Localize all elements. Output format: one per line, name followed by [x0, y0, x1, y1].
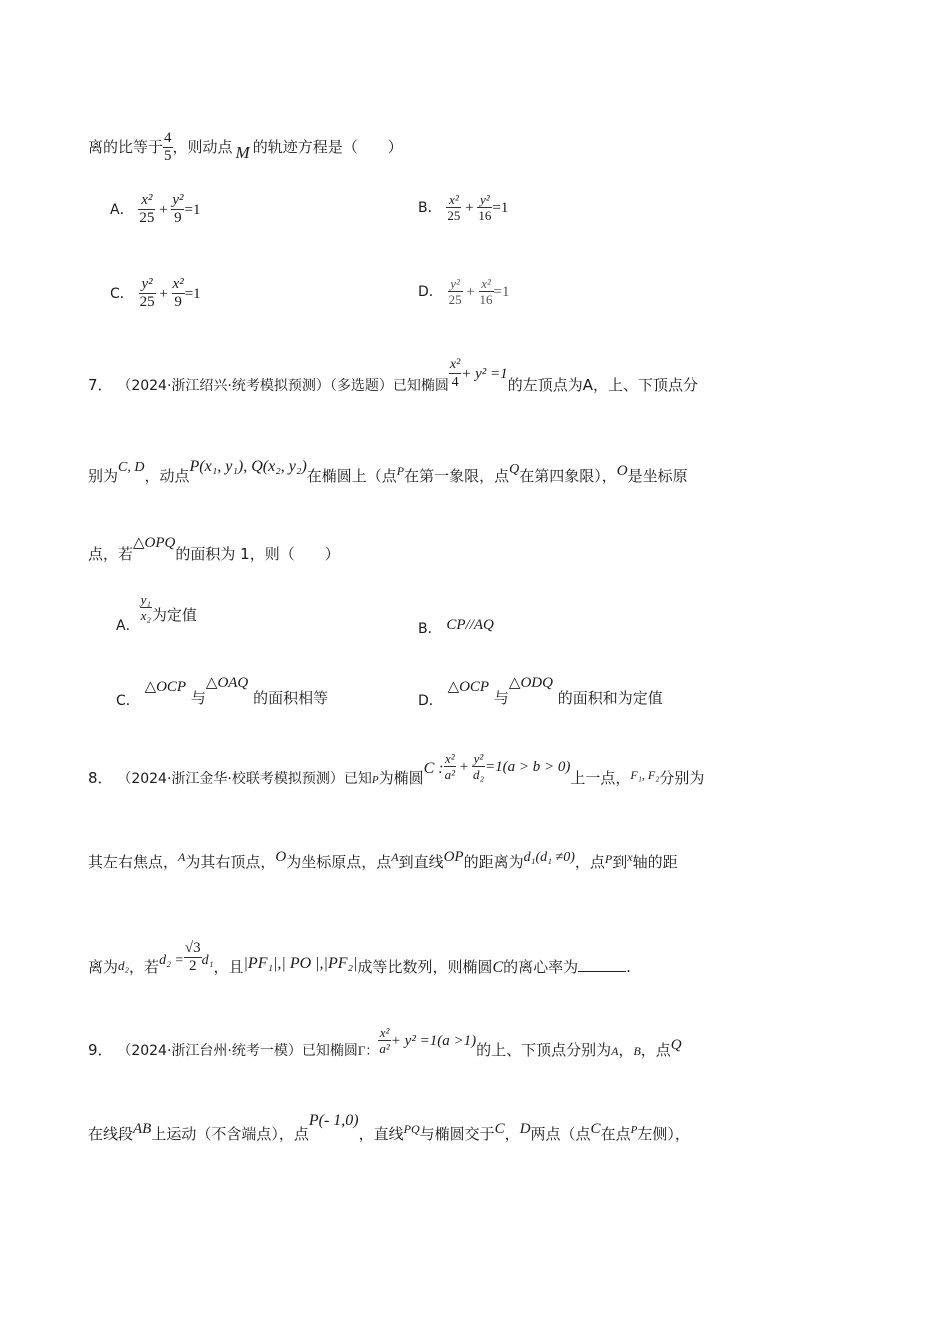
q8-a: A [178, 850, 186, 864]
q8-p-2: P [604, 852, 613, 866]
q9-d1: a² [379, 1041, 390, 1056]
q8-line-3 [88, 940, 631, 985]
q7-a-den: x₂ [140, 608, 151, 623]
q6-d-rhs: =1 [493, 284, 510, 300]
q9-ab: AB [133, 1121, 152, 1137]
q7-ellipse-fraction [449, 356, 461, 391]
q6-d-frac2 [479, 276, 494, 307]
q8-sqrt-fraction [184, 940, 202, 975]
q7-a-fraction [140, 592, 152, 623]
q7-line2-f: 是坐标原 [627, 467, 688, 485]
q6-a-n2: y² [172, 192, 184, 208]
q9-line2-h: 左侧）， [637, 1125, 690, 1143]
q6-intro-mid: ，则动点 [172, 138, 233, 156]
q8-line3-d: 成等比数列，则椭圆 [357, 958, 493, 976]
q6-d-d2: 16 [479, 292, 493, 307]
q7-option-b-label: B． [418, 621, 442, 637]
q6-c-frac2 [172, 276, 185, 311]
q9-comma: ， [618, 1041, 634, 1059]
q7-option-b [418, 614, 494, 635]
q7-option-c [116, 675, 329, 709]
q8-period: . [626, 958, 631, 976]
q7-line1-suffix: 的左顶点为A，上、下顶点分 [507, 376, 698, 394]
q7-ellipse-den: 4 [451, 375, 459, 390]
q7-c-mid: 与 [190, 689, 206, 707]
q9-line2-g: 在点 [600, 1125, 631, 1143]
q7-source: （2024·浙江绍兴·统考模拟预测）（多选题）已知椭圆 [117, 378, 449, 394]
q7-line2-d: 在第一象限，点 [404, 467, 510, 485]
q9-line1-b: 的上、下顶点分别为 [476, 1041, 612, 1059]
q7-c-t2: △OAQ [205, 675, 249, 691]
q9-p: P [630, 1124, 638, 1136]
q8-d2: d₂ [472, 767, 485, 782]
q9-rest: + y² =1(a >1) [390, 1033, 477, 1049]
q8-d2-eq: d₂ = [159, 953, 184, 968]
q9-c-2: C [590, 1121, 601, 1137]
q7-line3-b: 的面积为 1，则（ ） [175, 545, 340, 563]
q7-line2-a: 别为 [88, 467, 119, 485]
q8-d1-expr: d₁(d₁ ≠0) [523, 850, 575, 865]
q6-c-n1: y² [139, 276, 156, 294]
q8-two: 2 [189, 958, 197, 974]
q8-line2-d: 到直线 [398, 853, 444, 871]
q7-d-t2: △ODQ [508, 675, 553, 691]
q6-b-d2: 16 [478, 208, 492, 223]
q7-p: P [396, 464, 405, 478]
q9-line2-e: ， [504, 1125, 520, 1143]
q6-a-rhs: =1 [184, 202, 201, 218]
q9-line-2 [88, 1112, 690, 1146]
q8-line1-b: 为椭圆 [378, 769, 424, 787]
q6-b-rhs: =1 [492, 200, 509, 216]
q7-option-c-label: C． [116, 693, 140, 709]
q7-triangle-opq: △OPQ [133, 535, 176, 551]
q8-line3-e: 的离心率为 [503, 958, 579, 976]
q7-d-t1: △OCP [447, 679, 490, 695]
q6-c-d2: 9 [174, 294, 182, 310]
q6-point-m: M [235, 143, 250, 162]
q8-line2-g: 到 [612, 853, 628, 871]
q8-op: OP [443, 849, 464, 865]
q8-d2: d₂ [118, 958, 130, 973]
q6-c-rhs: =1 [184, 286, 201, 302]
q7-option-a-label: A． [116, 618, 140, 634]
q6-b-n1: x² [446, 192, 461, 208]
q7-line2-e: 在第四象限）， [519, 467, 617, 485]
q6-ratio-num: 4 [164, 130, 172, 146]
q7-number: 7． [88, 376, 113, 394]
q7-a-text: 为定值 [151, 606, 197, 624]
q8-foci: F₁, F₂ [630, 768, 660, 782]
q8-d1: a² [444, 767, 456, 782]
q8-line2-f: ，点 [574, 853, 605, 871]
q8-number: 8． [88, 769, 113, 787]
q7-line-3 [88, 535, 340, 565]
q6-b-d1: 25 [447, 208, 461, 223]
q7-cd: C, D [118, 460, 145, 475]
q9-number: 9． [88, 1041, 113, 1059]
q8-a-2: A [391, 850, 399, 864]
q7-c-text: 的面积相等 [253, 689, 329, 707]
q6-option-c-label: C． [110, 286, 134, 302]
q7-pq: P(x₁, y₁), Q(x₂, y₂) [189, 458, 307, 475]
q9-n1: x² [379, 1025, 390, 1040]
q9-p-expr: P(- 1,0) [308, 1112, 359, 1129]
q9-line2-c: ，直线 [358, 1125, 404, 1143]
q9-line2-f: 两点（点 [530, 1125, 591, 1143]
q6-a-d1: 25 [139, 210, 155, 226]
q7-d-text: 的面积和为定值 [557, 689, 663, 707]
q8-line2-a: 其左右焦点， [88, 853, 179, 871]
q6-option-c: C． $\frac{\text{y²}}{25}$ + $\frac{\text{x²}}{9}$ =1 [110, 276, 201, 310]
q8-abs-expr: |PF₁|,| PO |,|PF₂| [243, 955, 358, 972]
q9-c: C [494, 1121, 505, 1137]
q6-b-n2: y² [477, 192, 492, 208]
q8-line-2 [88, 849, 678, 874]
q6-d-frac1 [448, 276, 463, 307]
q8-frac1 [444, 751, 456, 782]
q8-line2-e: 的距离为 [463, 853, 524, 871]
q6-option-d: D． $\frac{\text{y²}}{25}$ + $\frac{\text{x²}}{16}$ =1 [418, 276, 510, 307]
q7-b-expr: CP//AQ [446, 617, 494, 633]
q8-frac2 [472, 751, 485, 782]
q9-q: Q [670, 1037, 682, 1053]
q7-line3-a: 点，若 [88, 545, 134, 563]
q6-option-b-label: B． [418, 200, 442, 216]
q7-c-t1: △OCP [144, 679, 187, 695]
q9-line2-d: 与椭圆交于 [419, 1125, 495, 1143]
q8-line3-a: 离为 [88, 958, 119, 976]
q6-intro-line [88, 130, 403, 165]
q6-d-n1: y² [448, 276, 463, 292]
q6-intro-prefix: 离的比等于 [88, 138, 164, 156]
q7-d-mid: 与 [493, 689, 509, 707]
q6-c-d1: 25 [139, 294, 155, 310]
q9-pq: PQ [403, 1122, 420, 1136]
q6-c-frac1 [139, 276, 156, 311]
q8-c: C [492, 959, 504, 976]
q8-sqrt3: √3 [184, 940, 201, 956]
q7-option-d [418, 675, 663, 709]
q8-answer-blank[interactable] [578, 957, 626, 972]
q6-c-n2: x² [172, 276, 184, 292]
q7-ellipse-num: x² [449, 357, 461, 372]
q8-line2-h: 轴的距 [632, 853, 678, 871]
q8-line1-d: 分别为 [659, 769, 705, 787]
q9-a: A [611, 1044, 619, 1058]
q6-b-frac2 [477, 192, 492, 223]
q8-n1: x² [444, 751, 455, 766]
q8-line2-c: 为坐标原点，点 [286, 853, 392, 871]
q7-ellipse-rest: + y² =1 [461, 366, 508, 382]
q9-line2-b: 上运动（不含端点），点 [151, 1125, 309, 1143]
q8-source: （2024·浙江金华·校联考模拟预测）已知 [117, 771, 372, 787]
q9-line1-c: ，点 [640, 1041, 671, 1059]
q6-intro-suffix: 的轨迹方程是（ ） [252, 138, 403, 156]
q7-option-a [116, 592, 197, 634]
q8-c-label: C : [423, 760, 444, 777]
q8-cond: =1(a > b > 0) [485, 759, 571, 775]
q6-a-d2: 9 [174, 210, 182, 226]
q8-o: O [275, 849, 287, 865]
q6-ratio-den: 5 [164, 148, 172, 164]
q7-a-num: y₁ [140, 592, 151, 607]
q9-d: D [519, 1121, 531, 1137]
q6-a-n1: x² [138, 192, 155, 210]
q7-o: O [616, 463, 628, 479]
q8-line3-b: ，若 [129, 958, 160, 976]
q6-option-d-label: D． [418, 284, 443, 300]
q8-n2: y² [473, 751, 484, 766]
q9-b: B [633, 1044, 641, 1058]
q8-x: x [627, 850, 633, 864]
q6-option-a: A． $\frac{\text{x²}}{25}$ + $\frac{\text{y²}}{9}$ =1 [110, 192, 201, 226]
q8-line1-c: 上一点， [570, 769, 631, 787]
q9-fraction [378, 1025, 390, 1056]
q8-line2-b: 为其右顶点， [185, 853, 276, 871]
q8-line3-c: ，且 [213, 958, 244, 976]
q7-line-1 [88, 357, 698, 403]
q6-option-b: B． $\frac{\text{x²}}{25}$ + $\frac{\text{y²}}{16}$ =1 [418, 192, 509, 223]
q9-gamma: Γ： [357, 1043, 379, 1058]
q9-line-1 [88, 1025, 682, 1066]
q6-a-frac2 [171, 192, 184, 227]
q6-a-frac1 [138, 192, 155, 227]
q6-d-n2: x² [479, 276, 494, 292]
q6-b-frac1 [446, 192, 461, 223]
q8-d1-s: d₁ [201, 953, 214, 968]
q6-ratio-fraction [163, 130, 173, 165]
q7-line2-b: ，动点 [144, 467, 190, 485]
q8-line-1: 8． （2024·浙江金华·校联考模拟预测）已知P为椭圆C : $\frac{\text{x²}}{\text{a²}}$ + $\frac{\text{y²}}{\text{d₂}}$ =1(a > b > 0)上一点，$^{F_1, F_2}$分别为 [88, 751, 705, 787]
q9-source: （2024·浙江台州·统考一模）已知椭圆 [117, 1043, 358, 1059]
q6-option-a-label: A． [110, 202, 134, 218]
q9-line2-a: 在线段 [88, 1125, 134, 1143]
q7-q: Q [509, 462, 520, 477]
q8-p: P [371, 774, 379, 786]
q7-option-d-label: D． [418, 693, 443, 709]
q7-line2-c: 在椭圆上（点 [306, 467, 397, 485]
q7-line-2 [88, 458, 688, 488]
q6-d-d1: 25 [448, 292, 462, 307]
